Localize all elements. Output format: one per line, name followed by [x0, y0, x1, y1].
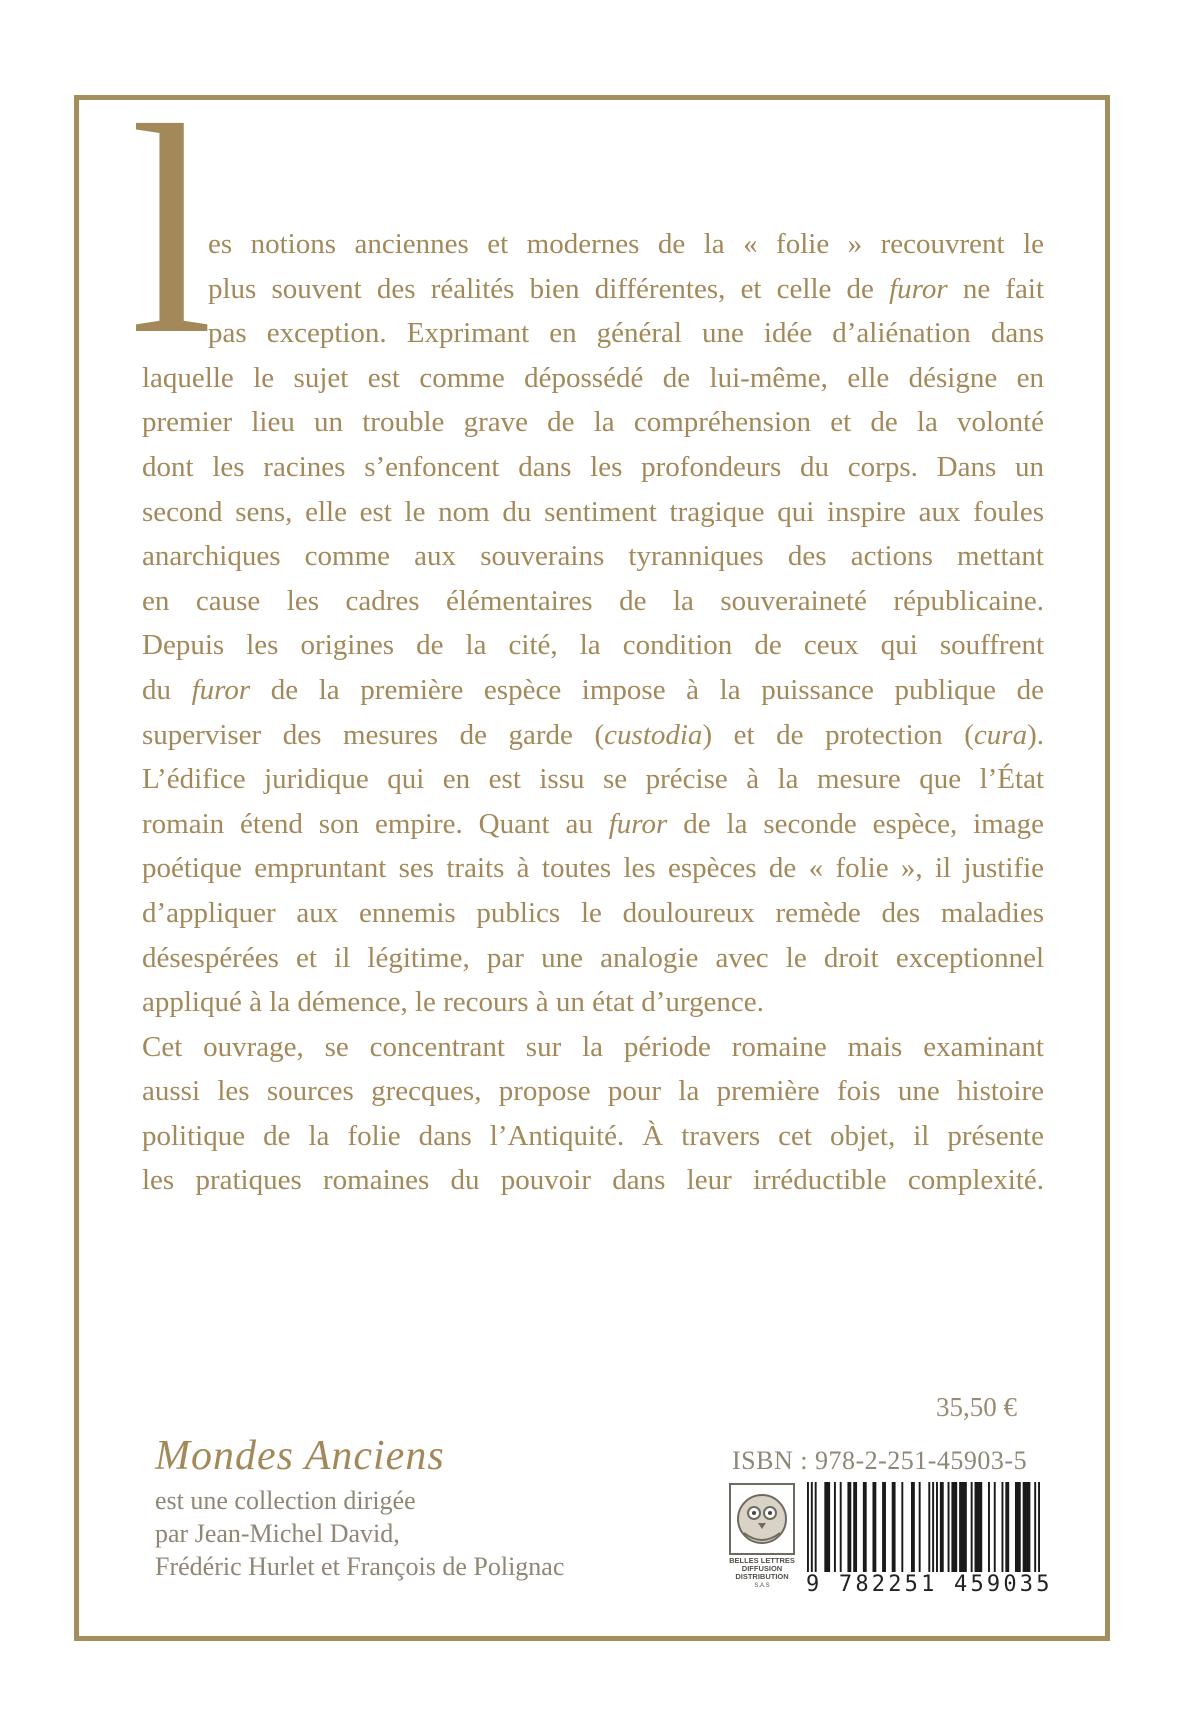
collection-line: Frédéric Hurlet et François de Polignac — [155, 1552, 565, 1581]
barcode-bar — [1023, 1482, 1031, 1572]
text-line: es notions anciennes et modernes de la « folie » recouvrent le — [208, 228, 1044, 260]
barcode-bar — [834, 1482, 836, 1572]
barcode-bar — [951, 1482, 957, 1572]
back-cover-text — [142, 222, 1044, 1203]
barcode-bar — [948, 1482, 950, 1572]
barcode-bar — [1001, 1482, 1003, 1572]
collection-line: est une collection dirigée — [155, 1486, 416, 1515]
text-line: les pratiques romaines du pouvoir dans leur irréductible complexité. — [142, 1164, 1044, 1197]
text-line: Depuis les origines de la cité, la condition de ceux qui souffrent — [142, 629, 1044, 662]
text-line: en cause les cadres élémentaires de la souveraineté républicaine. — [142, 584, 1044, 617]
barcode-bar — [959, 1482, 967, 1572]
barcode-bar — [919, 1482, 921, 1572]
text-line: désespérées et il légitime, par une analogie avec le droit exceptionnel — [142, 941, 1044, 974]
text-line: L’édifice juridique qui en est issu se précise à la mesure que l’État — [142, 763, 1044, 796]
text-line: romain étend son empire. Quant au furor de la seconde espèce, image — [142, 807, 1044, 840]
text-line: Cet ouvrage, se concentrant sur la période romaine mais examinant — [142, 1030, 1044, 1063]
drop-cap: l — [130, 64, 214, 396]
text-line: appliqué à la démence, le recours à un état d’urgence. — [142, 986, 764, 1019]
logo-text: DISTRIBUTION — [735, 1572, 789, 1581]
barcode-bar — [971, 1482, 973, 1572]
publisher-logo-icon — [729, 1483, 795, 1593]
barcode-bar — [1015, 1482, 1021, 1572]
text-line: poétique empruntant ses traits à toutes les espèces de « folie », il justifie — [142, 852, 1044, 885]
barcode-bar — [892, 1482, 896, 1572]
barcode-bar — [815, 1482, 817, 1572]
barcode-bar — [811, 1482, 813, 1572]
barcode-bar — [928, 1482, 930, 1572]
barcode-bar — [853, 1482, 857, 1572]
barcode-bar — [975, 1482, 983, 1572]
logo-text: BELLES LETTRES — [729, 1556, 795, 1565]
barcode-bar — [1005, 1482, 1009, 1572]
barcode-bar — [807, 1482, 809, 1572]
text-line: premier lieu un trouble grave de la compréhension et de la volonté — [142, 406, 1044, 439]
text-line: aussi les sources grecques, propose pour la première fois une histoire — [142, 1075, 1044, 1108]
collection-title: Mondes Anciens — [155, 1433, 445, 1479]
text-line: plus souvent des réalités bien différentes, et celle de furor ne fait — [208, 272, 1044, 305]
price: 35,50 € — [936, 1392, 1017, 1422]
barcode-number: 9 782251 459035 — [806, 1572, 1053, 1597]
logo-text: S.A.S — [754, 1583, 770, 1589]
logo-text: DIFFUSION — [741, 1564, 783, 1573]
collection-credits — [155, 1484, 564, 1583]
barcode-bar — [1034, 1482, 1036, 1572]
barcode-bar — [863, 1482, 867, 1572]
barcode-bar — [840, 1482, 842, 1572]
barcode-bar — [872, 1482, 876, 1572]
isbn: ISBN : 978-2-251-45903-5 — [732, 1446, 1028, 1475]
text-line: anarchiques comme aux souverains tyranniques des actions mettant — [142, 540, 1044, 573]
barcode-bar — [932, 1482, 934, 1572]
collection-line: par Jean-Michel David, — [155, 1519, 400, 1548]
barcode — [807, 1482, 1040, 1572]
text-line: superviser des mesures de garde (custodia) et de protection (cura). — [142, 718, 1044, 751]
barcode-bar — [901, 1482, 903, 1572]
text-line: d’appliquer aux ennemis publics le douloureux remède des maladies — [142, 896, 1044, 929]
barcode-bar — [940, 1482, 944, 1572]
barcode-bar — [882, 1482, 886, 1572]
barcode-bar — [1038, 1482, 1040, 1572]
barcode-bar — [994, 1482, 996, 1572]
barcode-bar — [911, 1482, 915, 1572]
text-line: second sens, elle est le nom du sentiment tragique qui inspire aux foules — [142, 495, 1044, 528]
barcode-bar — [988, 1482, 990, 1572]
barcode-bar — [936, 1482, 938, 1572]
barcode-bar — [847, 1482, 851, 1572]
text-line: du furor de la première espèce impose à la puissance publique de — [142, 673, 1044, 706]
text-line: dont les racines s’enfoncent dans les profondeurs du corps. Dans un — [142, 450, 1044, 483]
text-line: laquelle le sujet est comme dépossédé de lui-même, elle désigne en — [142, 361, 1044, 394]
text-line: politique de la folie dans l’Antiquité. À travers cet objet, il présente — [142, 1119, 1044, 1152]
barcode-bar — [824, 1482, 830, 1572]
text-line: pas exception. Exprimant en général une idée d’aliénation dans — [208, 317, 1044, 350]
